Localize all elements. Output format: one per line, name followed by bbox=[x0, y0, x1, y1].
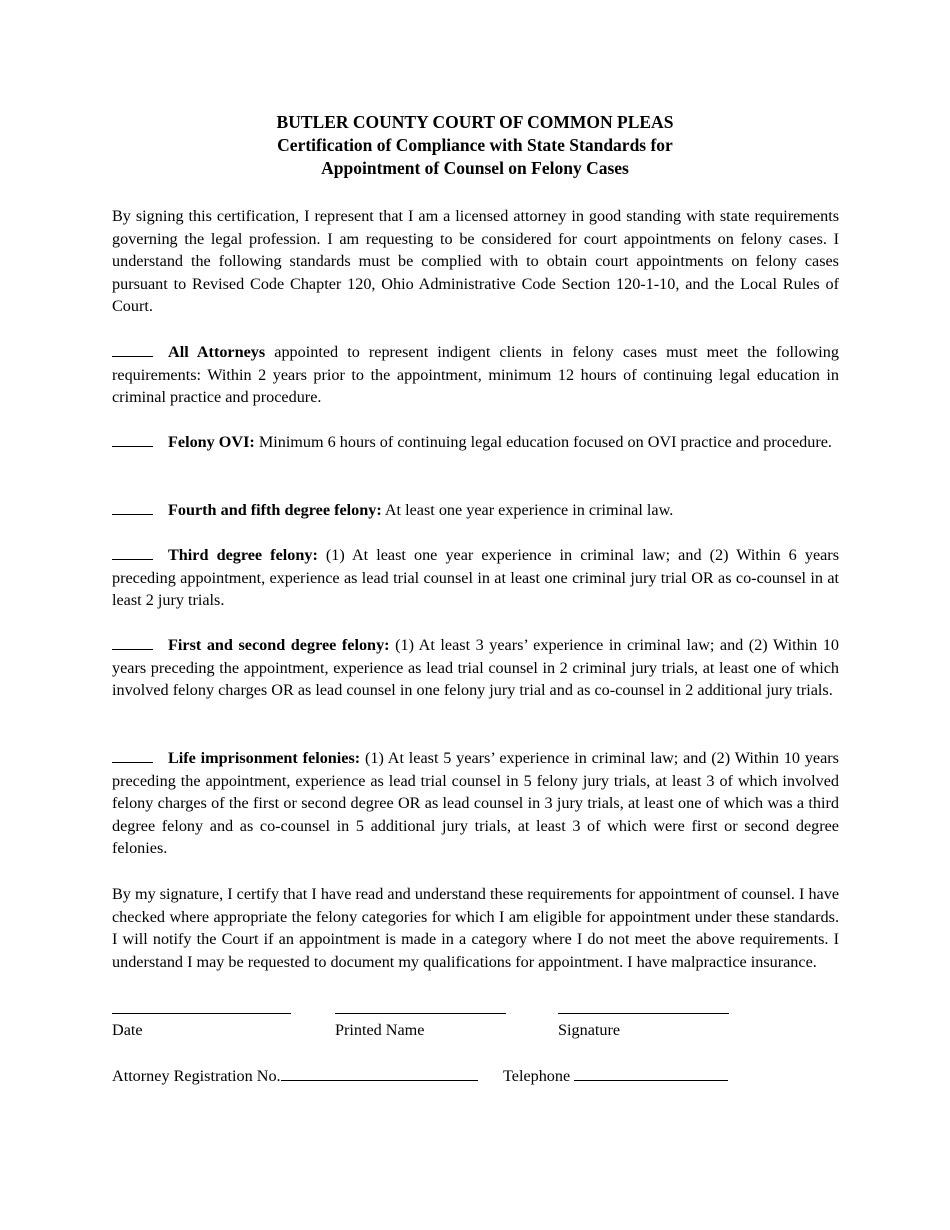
certification-paragraph: By my signature, I certify that I have read and understand these requirements for appointment of counsel. I have checked where appropriate the felony categories for which I am eligible for appointment under these standards. I will notify the Court if an appointment is made in a category where I do not meet the above requirements. I understand I may be requested to document my qualifications for appointment. I have malpractice insurance. bbox=[112, 885, 839, 971]
telephone-label: Telephone bbox=[503, 1067, 571, 1085]
registration-line[interactable] bbox=[281, 1066, 478, 1081]
requirement-text: appointed to represent indigent clients in felony cases must meet the following requirements: Within 2 years prior to the appointment, minimum 12 hours of continuing legal education in criminal practice and procedure. bbox=[112, 343, 839, 407]
requirement-text: Minimum 6 hours of continuing legal education focused on OVI practice and procedure. bbox=[254, 433, 832, 451]
printed-name-label: Printed Name bbox=[335, 1021, 425, 1039]
checkbox-blank-third-degree[interactable] bbox=[112, 545, 153, 560]
form-title-line1: Certification of Compliance with State Standards for bbox=[277, 135, 673, 155]
signature-label: Signature bbox=[558, 1021, 621, 1039]
court-name: BUTLER COUNTY COURT OF COMMON PLEAS bbox=[276, 112, 674, 132]
requirement-text: (1) At least 5 years’ experience in criminal law; and (2) Within 10 years preceding the appointment, experience as lead trial counsel in 5 felony jury trials, at least 3 of which involved felony charges of the first or second degree OR as lead counsel in 3 jury trials, at least one of which was a third degree felony and as co-counsel in 5 additional jury trials, at least 3 of which were first or second degree felonies. bbox=[112, 749, 839, 858]
checkbox-blank-felony-ovi[interactable] bbox=[112, 432, 153, 447]
intro-paragraph: By signing this certification, I represent that I am a licensed attorney in good standing with state requirements governing the legal profession. I am requesting to be considered for court appointments on felony cases. I understand the following standards must be complied with to obtain court appointments on felony cases pursuant to Revised Code Chapter 120, Ohio Administrative Code Section 120-1-10, and the Local Rules of Court. bbox=[112, 207, 839, 316]
requirement-label: Fourth and fifth degree felony: bbox=[168, 501, 382, 519]
requirement-felony-ovi bbox=[112, 431, 839, 454]
telephone-line[interactable] bbox=[574, 1066, 728, 1081]
form-title-line2: Appointment of Counsel on Felony Cases bbox=[321, 158, 629, 178]
registration-label: Attorney Registration No. bbox=[112, 1067, 281, 1085]
requirement-label: First and second degree felony: bbox=[168, 636, 390, 654]
requirement-label: Felony OVI: bbox=[168, 433, 255, 451]
telephone-field bbox=[503, 1065, 728, 1087]
date-label: Date bbox=[112, 1021, 143, 1039]
requirement-text: (1) At least 3 years’ experience in criminal law; and (2) Within 10 years preceding the appointment, experience as lead trial counsel in 2 criminal jury trials, at least one of which involved felony charges OR as lead counsel in one felony jury trial and as co-counsel in 2 additional jury trials. bbox=[112, 636, 840, 700]
checkbox-blank-fourth-fifth-degree[interactable] bbox=[112, 500, 153, 515]
requirement-life-imprisonment bbox=[112, 747, 839, 860]
requirement-third-degree bbox=[112, 544, 839, 612]
requirement-text: (1) At least one year experience in criminal law; and (2) Within 6 years preceding appointment, experience as lead trial counsel in at least one criminal jury trial OR as co-counsel in at least 2 jury trials. bbox=[112, 546, 839, 610]
checkbox-blank-life-imprisonment[interactable] bbox=[112, 748, 153, 763]
requirement-text: At least one year experience in criminal law. bbox=[381, 501, 674, 519]
requirement-label: Third degree felony: bbox=[168, 546, 318, 564]
requirement-label: Life imprisonment felonies: bbox=[168, 749, 361, 767]
printed-name-line[interactable] bbox=[335, 1013, 506, 1014]
checkbox-blank-first-second-degree[interactable] bbox=[112, 635, 153, 650]
document-header bbox=[0, 111, 950, 180]
signature-line[interactable] bbox=[558, 1013, 729, 1014]
registration-field bbox=[112, 1065, 478, 1087]
requirement-first-second-degree bbox=[112, 634, 839, 702]
requirement-label: All Attorneys bbox=[168, 343, 266, 361]
checkbox-blank-all-attorneys[interactable] bbox=[112, 342, 153, 357]
date-line[interactable] bbox=[112, 1013, 291, 1014]
requirement-fourth-fifth-degree bbox=[112, 499, 839, 522]
requirement-all-attorneys bbox=[112, 341, 839, 409]
